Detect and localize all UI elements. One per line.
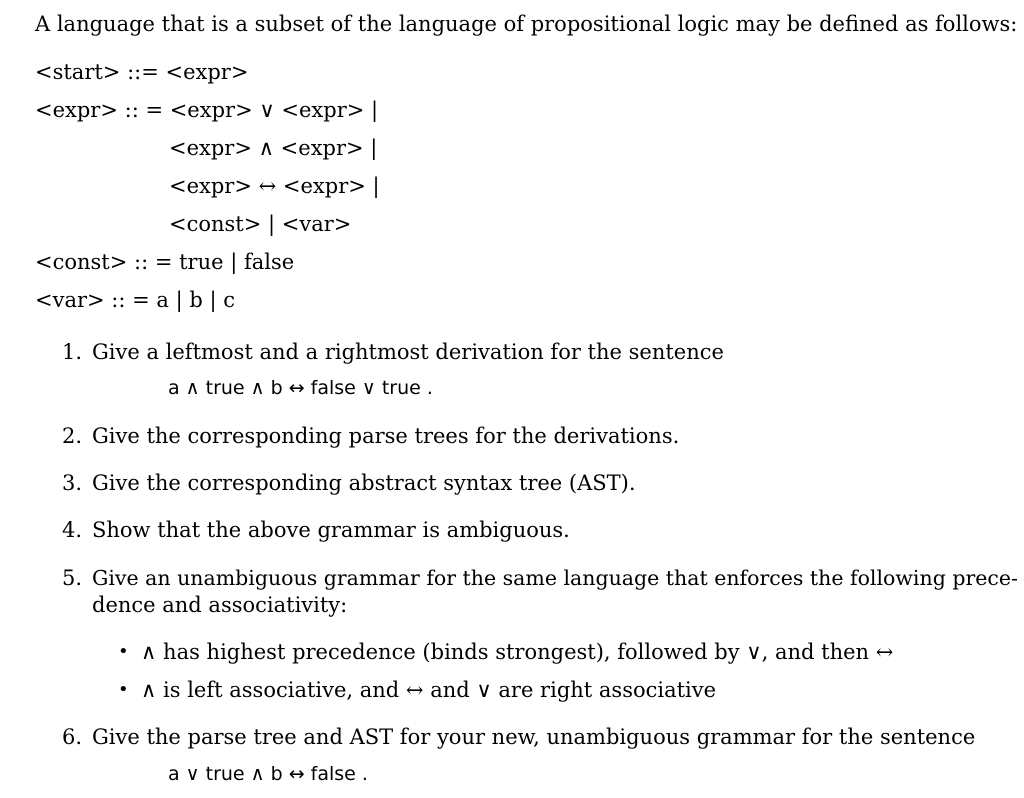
question-text: Show that the above grammar is ambiguous.	[92, 518, 570, 542]
question-sentence: a ∧ true ∧ b ↔ false ∨ true .	[168, 377, 433, 399]
grammar-expr-rule-2: <expr> ∧ <expr> |	[169, 136, 378, 160]
question-number: 6.	[62, 725, 83, 749]
bullet-text: ∧ has highest precedence (binds strongest), followed by ∨, and then ↔	[141, 640, 894, 664]
question-text: Give the corresponding abstract syntax tree (AST).	[92, 471, 636, 495]
grammar-var-rule: <var> :: = a | b | c	[35, 288, 235, 312]
question-text: Give the parse tree and AST for your new, unambiguous grammar for the sentence	[92, 725, 976, 749]
question-number: 1.	[62, 340, 83, 364]
grammar-start-rule: <start> ::= <expr>	[35, 60, 249, 84]
question-text: Give the corresponding parse trees for the derivations.	[92, 424, 680, 448]
question-text-continued: dence and associativity:	[92, 593, 348, 617]
question-number: 2.	[62, 424, 83, 448]
question-text: Give a leftmost and a rightmost derivation for the sentence	[92, 340, 724, 364]
question-text: Give an unambiguous grammar for the same language that enforces the following prece-	[92, 566, 1018, 590]
bullet-marker: •	[118, 641, 129, 662]
bullet-marker: •	[118, 679, 129, 700]
question-number: 4.	[62, 518, 83, 542]
grammar-expr-rule-4: <const> | <var>	[169, 212, 352, 236]
grammar-expr-rule-3: <expr> ↔ <expr> |	[169, 174, 380, 198]
question-number: 3.	[62, 471, 83, 495]
grammar-const-rule: <const> :: = true | false	[35, 250, 295, 274]
intro-paragraph: A language that is a subset of the language of propositional logic may be defined as follows:	[35, 12, 1018, 36]
question-sentence: a ∨ true ∧ b ↔ false .	[168, 763, 368, 785]
question-number: 5.	[62, 566, 83, 590]
grammar-expr-rule-1: <expr> :: = <expr> ∨ <expr> |	[35, 98, 379, 122]
bullet-text: ∧ is left associative, and ↔ and ∨ are right associative	[141, 678, 717, 702]
